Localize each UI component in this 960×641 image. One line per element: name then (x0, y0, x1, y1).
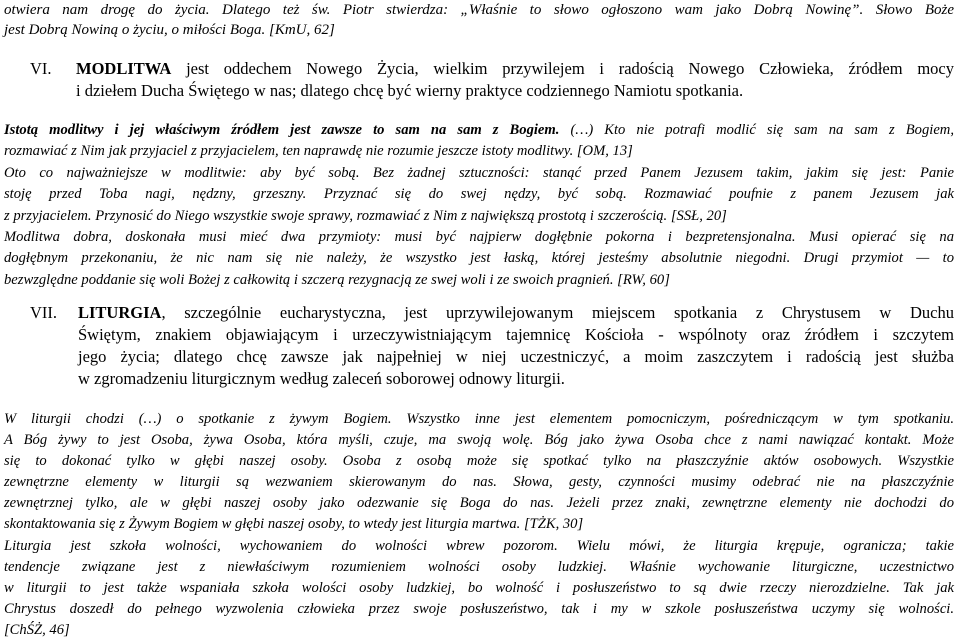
item-heading: MODLITWA (76, 59, 172, 78)
text-line: Liturgia jest szkoła wolności, wychowaniem do wolności wbrew pozorom. Wielu mówi, że liturgia krępuje, ogranicza; takie (4, 537, 954, 554)
text-line: jest Dobrą Nowiną o życiu, o miłości Boga. [KmU, 62] (4, 22, 335, 38)
text-line: rozmawiać z Nim jak przyjaciel z przyjacielem, ten naprawdę nie rozumie jeszcze istoty modlitwy. [OM, 13] (4, 143, 633, 160)
text-line (78, 302, 954, 324)
text-line: bezwzględne poddanie się woli Bożej z całkowitą i szczerą rezygnacją ze swej woli i ze swoich pragnień. [RW, 60] (4, 271, 670, 288)
text-line: skontaktowania się z Żywym Bogiem w głębi naszej osoby, to wtedy jest liturgia martwa. [TŻK, 30] (4, 516, 584, 533)
text-line: W liturgii chodzi (…) o spotkanie z żywym Bogiem. Wszystko inne jest elementem pomocniczym, pośredniczącym w tym spotkaniu. (4, 411, 954, 427)
text-line: zewnętrznej tylko, ale w głębi naszej osoby jako odezwanie się Boga do nas. Jeżeli przez znaki, zewnętrzne elementy nie dochodzi do (4, 495, 954, 512)
continued-quote (4, 0, 954, 40)
text-fragment: , szczególnie eucharystyczna, jest uprzywilejowanym miejscem spotkania z Chrystusem w Duchu (161, 303, 954, 322)
item-number: VI. (30, 59, 52, 78)
bold-lead: Istotą modlitwy i jej właściwym źródłem jest zawsze to sam na sam z Bogiem. (4, 122, 560, 138)
item-number: VII. (30, 303, 58, 322)
text-line (4, 120, 954, 141)
text-line: w zgromadzeniu liturgicznym według zaleceń soborowej odnowy liturgii. (78, 369, 565, 388)
quote-block-prayer (4, 120, 954, 291)
item-body (78, 302, 954, 390)
text-fragment: jest oddechem Nowego Życia, wielkim przywilejem i radością Nowego Człowieka, źródłem mocy (171, 59, 954, 78)
text-line: w liturgii to jest także wspaniała szkoła wolości osoby ludzkiej, bo wolność i posłuszeństwo to są dwie rzeczy nierozdzielne. Tak jak (4, 579, 954, 596)
text-line: jego życia; dlatego chcę zawsze jak najpełniej w niej uczestniczyć, a moim zaszczytem i radością jest służba (78, 347, 954, 366)
text-line: tendencje związane jest z niewłaściwym rozumieniem wolności osoby ludzkiej. Właśnie wychowanie liturgiczne, uczestnictwo (4, 558, 954, 575)
item-heading: LITURGIA (78, 303, 162, 322)
text-line: się to dokonać tylko w głębi naszej osoby. Osoba z osobą może się spotkać tylko na płaszczyźnie aktów osobowych. Wszystkie (4, 453, 954, 470)
text-line: otwiera nam drogę do życia. Dlatego też św. Piotr stwierdza: „Właśnie to słowo ogłoszono wam jako Dobrą Nowinę”. Słowo Boże (4, 2, 954, 18)
text-line (76, 58, 954, 80)
text-line: [ChŚŻ, 46] (4, 621, 70, 638)
text-line: dogłębnym przekonaniu, że nic nam się nie należy, że wszystko jest łaską, której jesteśmy absolutnie niegodni. Drugi przymiot — to (4, 250, 954, 267)
text-line: stoję przed Toba nagi, nędzny, grzeszny. Przyznać się do swej nędzy, być sobą. Rozmawiać poufnie z panem Jezusem jak (4, 186, 954, 203)
text-line: A Bóg żywy to jest Osoba, żywa Osoba, która myśli, czuje, ma swoją wolę. Bóg jako żywa Osoba chce z nami nawiązać kontakt. Może (4, 432, 954, 449)
text-line: i dziełem Ducha Świętego w nas; dlatego chcę być wierny praktyce codziennego Namiotu spotkania. (76, 81, 744, 100)
text-line: Świętym, znakiem objawiającym i urzeczywistniającym tajemnicę Kościoła - wspólnoty oraz źródłem i szczytem (78, 325, 954, 344)
item-body (76, 58, 954, 102)
text-line: zewnętrzne elementy w liturgii są wezwaniem skierowanym do nas. Słowa, gesty, czynności musimy odebrać nie na płaszczyźnie (4, 474, 954, 491)
text-line: Chrystus doszedł do pełnego wyzwolenia człowieka przez swoje posłuszeństwo, tak i my w szkole posłuszeństwa uczymy się wolności. (4, 600, 954, 617)
text-line: z przyjacielem. Przynosić do Niego wszystkie swoje sprawy, rozmawiać z Nim z największą prostotą i szczerością. [SSŁ, 20] (4, 207, 727, 224)
text-line: Modlitwa dobra, doskonała musi mieć dwa przymioty: musi być najpierw dogłębnie pokorna i bezpretensjonalna. Musi opierać się na (4, 229, 954, 246)
text-fragment: (…) Kto nie potrafi modlić się sam na sam z Bogiem, (559, 122, 954, 138)
text-line: Oto co najważniejsze w modlitwie: aby być sobą. Bez żadnej sztuczności: stanąć przed Panem Jezusem takim, jakim się jest: Panie (4, 164, 954, 181)
quote-block-liturgy (4, 409, 954, 641)
